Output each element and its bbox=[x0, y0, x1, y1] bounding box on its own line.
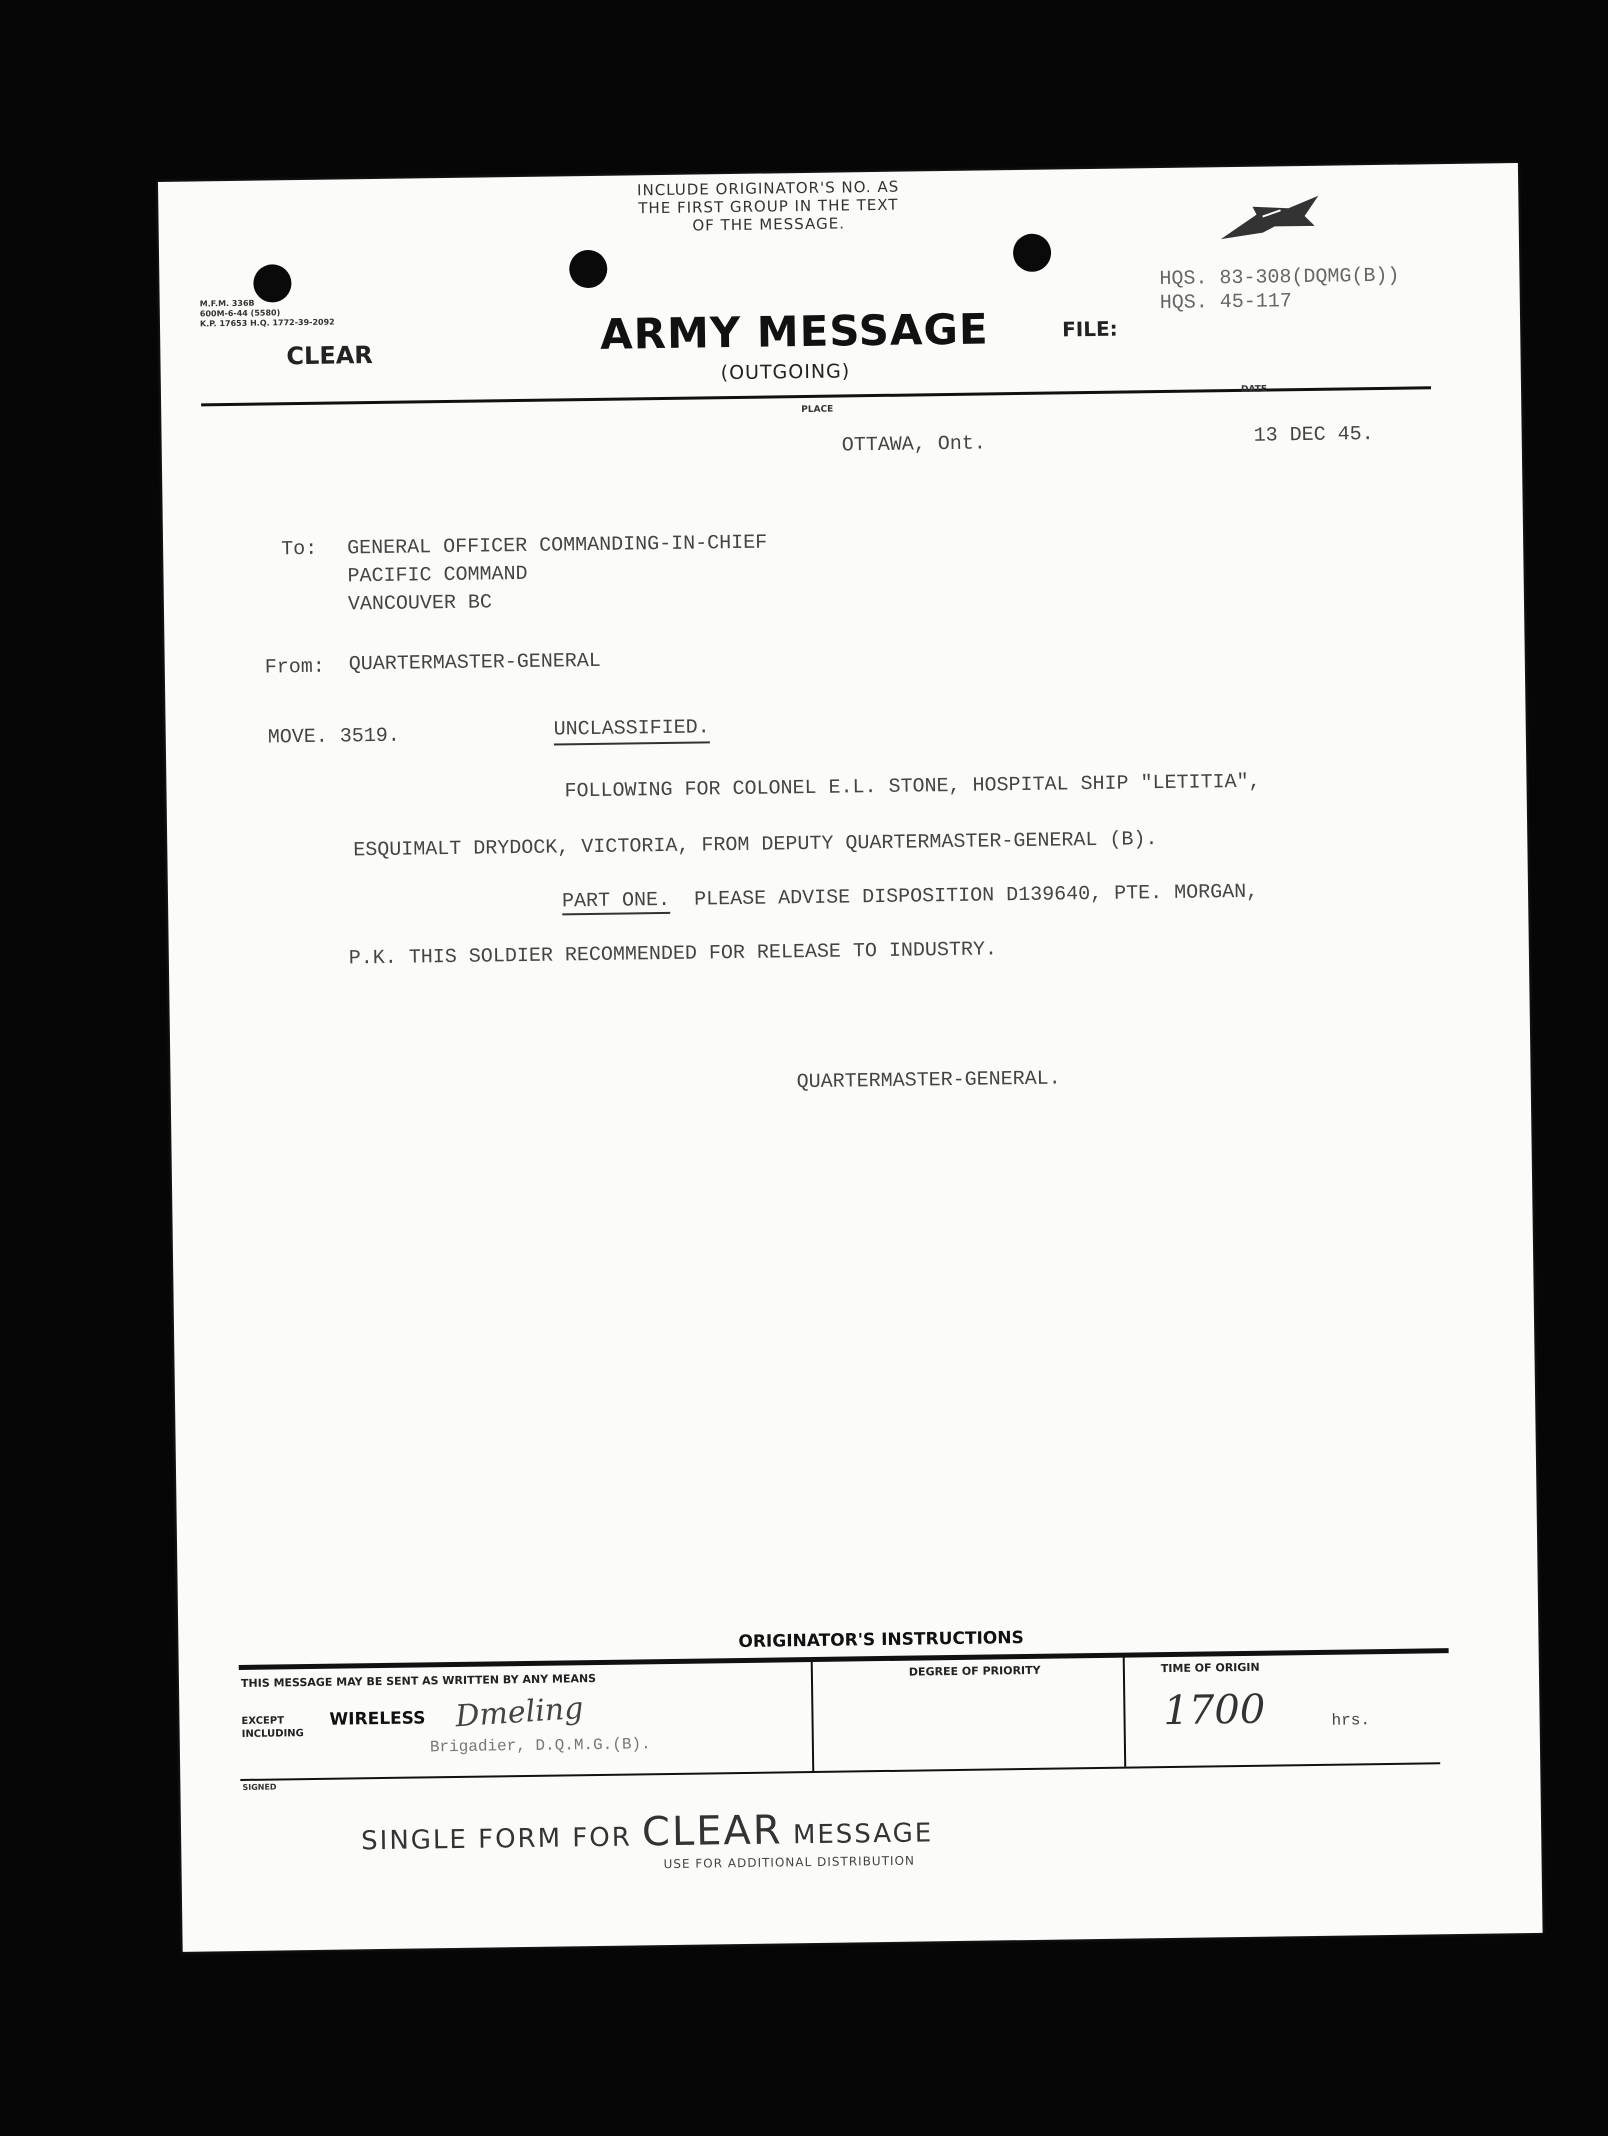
body-line bbox=[562, 881, 1258, 914]
file-reference: HQS. 45-117 bbox=[1159, 290, 1292, 316]
address-line: GENERAL OFFICER COMMANDING-IN-CHIEF bbox=[346, 531, 768, 561]
page-title: ARMY MESSAGE bbox=[599, 304, 989, 359]
part-heading: PART ONE. bbox=[561, 888, 671, 914]
instructions-title: ORIGINATOR'S INSTRUCTIONS bbox=[738, 1628, 1024, 1653]
priority-label: DEGREE OF PRIORITY bbox=[908, 1663, 1041, 1679]
signed-divider bbox=[240, 1762, 1440, 1781]
instructions-divider bbox=[239, 1648, 1449, 1670]
from-value: QUARTERMASTER-GENERAL bbox=[348, 649, 601, 677]
classification-label: CLEAR bbox=[286, 341, 373, 371]
security-classification: UNCLASSIFIED. bbox=[554, 716, 710, 745]
signed-label: SIGNED bbox=[242, 1782, 277, 1792]
arrow-stamp-icon bbox=[1218, 186, 1329, 248]
time-unit: hrs. bbox=[1331, 1711, 1371, 1730]
punch-hole bbox=[1013, 234, 1052, 273]
place-value: OTTAWA, Ont. bbox=[841, 432, 986, 458]
instruction-line: THE FIRST GROUP IN THE TEXT bbox=[638, 195, 899, 218]
form-footer-subtitle: USE FOR ADDITIONAL DISTRIBUTION bbox=[663, 1853, 916, 1872]
send-means-line: THIS MESSAGE MAY BE SENT AS WRITTEN BY ANY MEANS bbox=[240, 1672, 597, 1690]
including-label: INCLUDING bbox=[241, 1728, 304, 1740]
date-label: DATE bbox=[1240, 384, 1268, 395]
file-references bbox=[1159, 265, 1400, 316]
signature-block: QUARTERMASTER-GENERAL. bbox=[796, 1067, 1061, 1095]
body-line: P.K. THIS SOLDIER RECOMMENDED FOR RELEASE TO INDUSTRY. bbox=[348, 938, 998, 971]
body-line: ESQUIMALT DRYDOCK, VICTORIA, FROM DEPUTY QUARTERMASTER-GENERAL (B). bbox=[353, 828, 1158, 863]
form-title-emphasis: CLEAR bbox=[641, 1807, 783, 1856]
body-line: FOLLOWING FOR COLONEL E.L. STONE, HOSPITAL SHIP "LETITIA", bbox=[564, 770, 1261, 804]
to-address bbox=[347, 530, 768, 620]
form-codes bbox=[200, 298, 335, 330]
body-text: PLEASE ADVISE DISPOSITION D139640, PTE. MORGAN, bbox=[693, 880, 1259, 912]
form-title-part: MESSAGE bbox=[782, 1818, 934, 1851]
address-line: PACIFIC COMMAND bbox=[347, 562, 528, 589]
originator-signature-icon: Dmeling bbox=[454, 1690, 585, 1735]
time-of-origin-label: TIME OF ORIGIN bbox=[1160, 1660, 1260, 1676]
place-label: PLACE bbox=[801, 404, 834, 416]
form-code: 600M-6-44 (5580) bbox=[199, 308, 281, 319]
to-label: To: bbox=[280, 537, 318, 562]
punch-hole bbox=[253, 264, 292, 303]
form-code: M.F.M. 336B bbox=[199, 298, 255, 309]
column-divider bbox=[1123, 1657, 1127, 1767]
except-label: EXCEPT bbox=[241, 1715, 285, 1727]
instruction-line: INCLUDE ORIGINATOR'S NO. AS bbox=[636, 177, 900, 200]
move-reference: MOVE. 3519. bbox=[267, 724, 400, 750]
except-including bbox=[241, 1714, 304, 1741]
page-subtitle: (OUTGOING) bbox=[720, 360, 851, 385]
instruction-line: OF THE MESSAGE. bbox=[692, 214, 846, 235]
time-of-origin-value: 1700 bbox=[1163, 1686, 1266, 1735]
punch-hole bbox=[569, 250, 608, 289]
from-label: From: bbox=[264, 655, 325, 680]
form-footer-title bbox=[361, 1805, 934, 1859]
message-form bbox=[158, 163, 1543, 1952]
date-value: 13 DEC 45. bbox=[1253, 423, 1374, 448]
form-code: K.P. 17653 H.Q. 1772-39-2092 bbox=[199, 317, 335, 329]
file-label: FILE: bbox=[1061, 316, 1118, 342]
file-reference: HQS. 83-308(DQMG(B)) bbox=[1159, 264, 1400, 292]
wireless-label: WIRELESS bbox=[329, 1708, 426, 1730]
originator-typed: Brigadier, D.Q.M.G.(B). bbox=[429, 1735, 651, 1757]
column-divider bbox=[811, 1661, 815, 1771]
form-title-part: SINGLE FORM FOR bbox=[360, 1822, 643, 1857]
address-line: VANCOUVER BC bbox=[347, 591, 493, 617]
originator-instruction bbox=[578, 177, 959, 236]
